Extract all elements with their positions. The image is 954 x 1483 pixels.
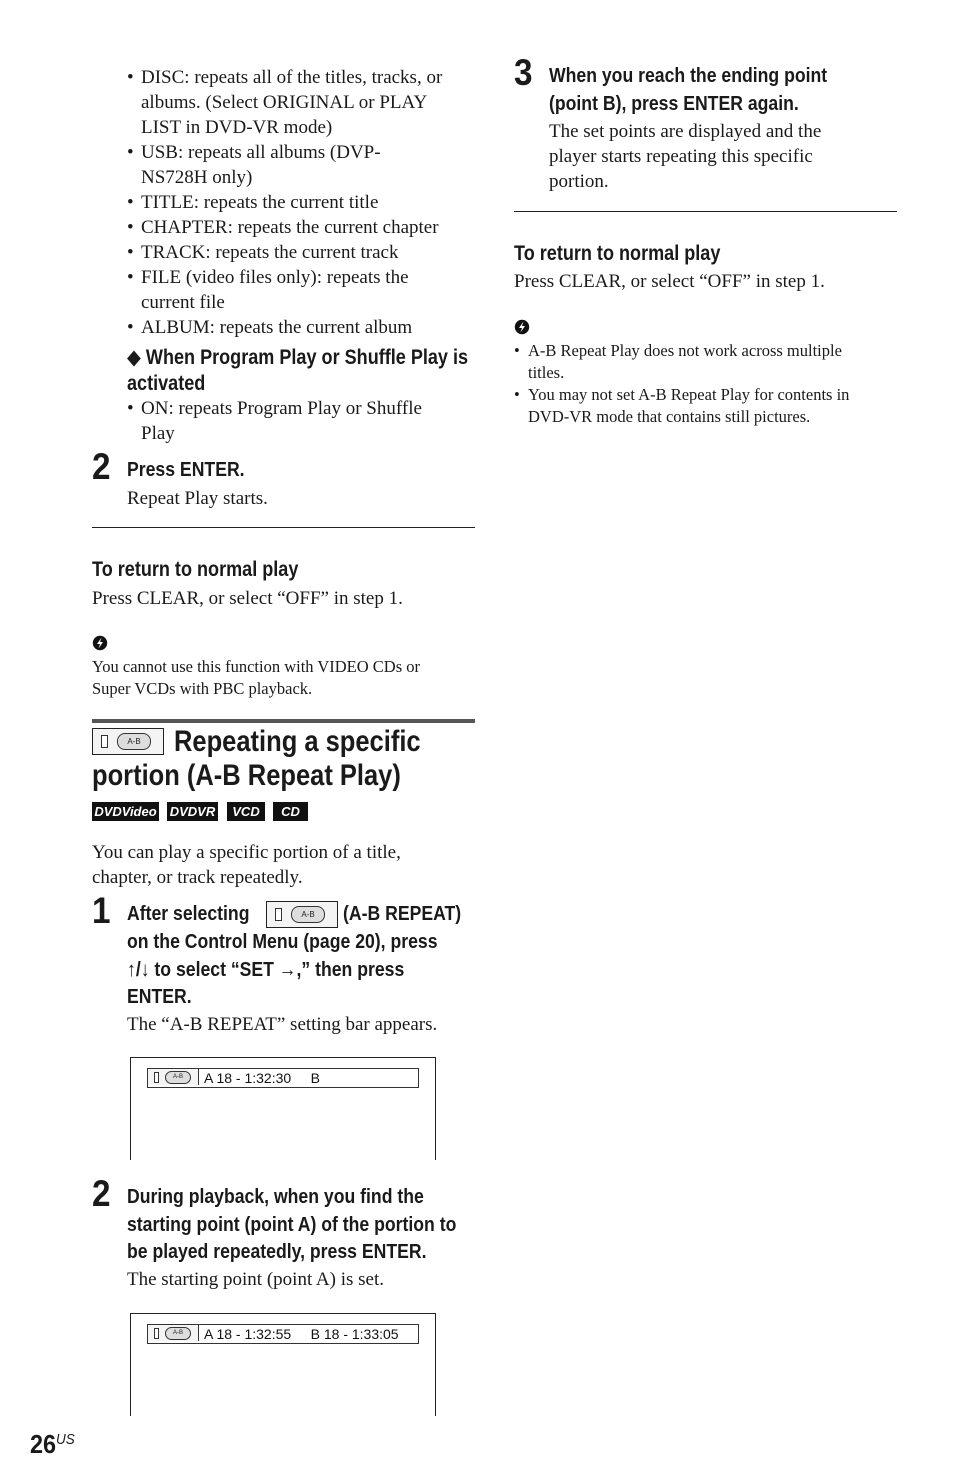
setting-screen <box>130 1313 436 1416</box>
section-title-line2: portion (A-B Repeat Play) <box>92 759 401 792</box>
list-item: • FILE (video files only): repeats the <box>127 267 409 288</box>
ab-repeat-icon: A-B <box>92 728 164 755</box>
list-item: • USB: repeats all albums (DVP- <box>127 142 381 163</box>
setting-screen <box>130 1057 436 1160</box>
subheading: To return to normal play <box>92 558 299 581</box>
section-rule <box>92 719 475 723</box>
repeat-mode-list <box>127 65 487 340</box>
divider <box>92 527 475 528</box>
step-text: The starting point (point A) is set. <box>127 1269 385 1290</box>
list-item: • TITLE: repeats the current title <box>127 192 379 213</box>
note-icon <box>92 635 108 651</box>
section-title: Repeating a specific <box>174 725 421 758</box>
list-item-cont: albums. (Select ORIGINAL or PLAY <box>141 92 428 113</box>
step-heading: After selecting <box>127 902 250 925</box>
disc-badge-vcd: VCD <box>227 802 265 821</box>
setting-bar <box>147 1068 419 1088</box>
step-heading-cont: on the Control Menu (page 20), press ↑/↓ to select “SET →,” then press ENTER. <box>127 930 438 1008</box>
subheading: To return to normal play <box>514 242 721 265</box>
note-list <box>514 340 904 428</box>
list-item: • A-B Repeat Play does not work across multiple <box>514 341 842 360</box>
step-heading: Press ENTER. <box>127 458 245 481</box>
page-number: $26^{US}$ <box>30 1429 75 1459</box>
step-heading: During playback, when you find the starting point (point A) of the portion to be played repeatedly, press ENTER. <box>127 1185 457 1263</box>
disc-badge-cd: CD <box>273 802 308 821</box>
note-icon <box>514 319 530 335</box>
step-number: 1 <box>92 890 111 931</box>
setting-bar-text: A 18 - 1:32:55 B 18 - 1:33:05 <box>204 1326 399 1342</box>
program-play-heading: ◆ When Program Play or Shuffle Play is activated <box>127 346 469 395</box>
list-item: • ALBUM: repeats the current album <box>127 317 413 338</box>
step-number: 2 <box>92 1173 111 1214</box>
divider <box>514 211 897 212</box>
step-text: Repeat Play starts. <box>127 488 268 509</box>
page-suffix: US <box>56 1431 75 1448</box>
step-text: The “A-B REPEAT” setting bar appears. <box>127 1014 438 1035</box>
list-item-cont: DVD-VR mode that contains still pictures. <box>528 407 811 426</box>
list-item-cont: LIST in DVD-VR mode) <box>141 117 333 138</box>
list-item-cont: NS728H only) <box>141 167 253 188</box>
list-item: • TRACK: repeats the current track <box>127 242 399 263</box>
ab-repeat-icon: A-B <box>148 1069 199 1085</box>
intro-paragraph: You can play a specific portion of a title, chapter, or track repeatedly. <box>92 842 401 888</box>
paragraph: Press CLEAR, or select “OFF” in step 1. <box>514 271 825 292</box>
note-text: You cannot use this function with VIDEO CDs or Super VCDs with PBC playback. <box>92 657 421 698</box>
paragraph: Press CLEAR, or select “OFF” in step 1. <box>92 588 403 609</box>
step-heading: When you reach the ending point (point B), press ENTER again. <box>549 64 828 115</box>
list-item: • CHAPTER: repeats the current chapter <box>127 217 439 238</box>
program-play-bullet: • ON: repeats Program Play or Shuffle Play <box>127 398 422 444</box>
ab-repeat-icon-inline: A-B <box>266 901 338 928</box>
list-item: • You may not set A-B Repeat Play for contents in <box>514 385 850 404</box>
step-number: 2 <box>92 446 111 487</box>
disc-badge-dvdvr: DVDVR <box>167 802 218 821</box>
ab-repeat-icon: A-B <box>148 1325 199 1341</box>
step-number: 3 <box>514 52 533 93</box>
step-text: The set points are displayed and the player starts repeating this specific portion. <box>549 121 822 192</box>
setting-bar-text: A 18 - 1:32:30 B <box>204 1070 320 1086</box>
list-item-cont: current file <box>141 292 225 313</box>
disc-badge-dvdvideo: DVDVideo <box>92 802 159 821</box>
list-item: • DISC: repeats all of the titles, tracks, or <box>127 67 443 88</box>
list-item-cont: titles. <box>528 363 565 382</box>
setting-bar <box>147 1324 419 1344</box>
step-heading-cont: (A-B REPEAT) <box>343 902 462 925</box>
